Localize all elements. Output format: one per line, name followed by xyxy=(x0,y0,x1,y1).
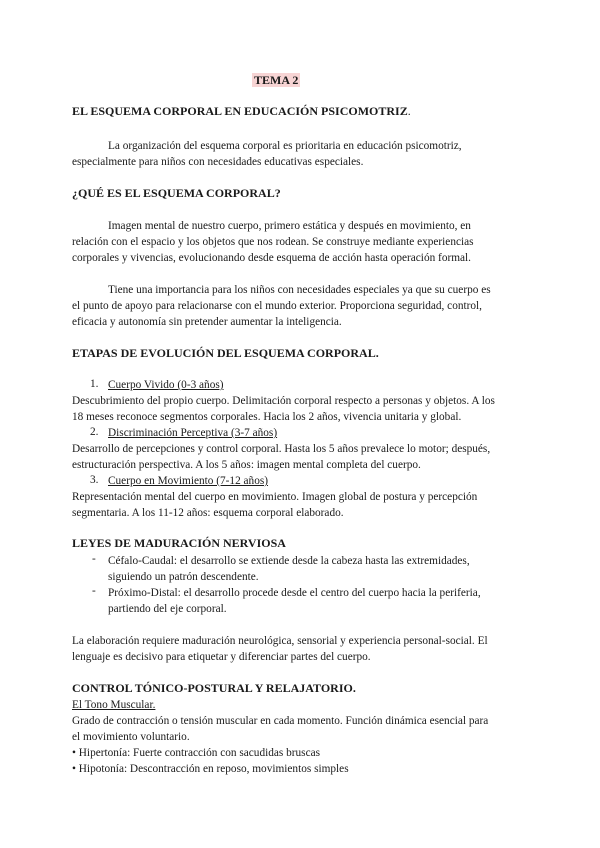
stage-text: Descubrimiento del propio cuerpo. Delimitación corporal respecto a personas y objetos. A los xyxy=(72,395,495,407)
elaboration-line: La elaboración requiere maduración neurológica, sensorial y experiencia personal-social. El xyxy=(72,635,488,647)
stage-text: estructuración perspectiva. A los 5 años: imagen mental completa del cuerpo. xyxy=(72,459,421,471)
question-heading: ¿QUÉ ES EL ESQUEMA CORPORAL? xyxy=(72,186,281,200)
elaboration-line: lenguaje es decisivo para etiquetar y diferenciar partes del cuerpo. xyxy=(72,651,371,663)
tono-subheading: El Tono Muscular. xyxy=(72,699,156,711)
main-heading: EL ESQUEMA CORPORAL EN EDUCACIÓN PSICOMOTRIZ. xyxy=(72,104,411,118)
law-text: siguiendo un patrón descendente. xyxy=(108,571,259,583)
stage-number: 1. xyxy=(90,378,99,390)
stages-heading: ETAPAS DE EVOLUCIÓN DEL ESQUEMA CORPORAL. xyxy=(72,346,379,360)
stage-number: 3. xyxy=(90,474,99,486)
stage-label: Cuerpo Vivido (0-3 años) xyxy=(108,379,224,391)
stage-text: Desarrollo de percepciones y control corporal. Hasta los 5 años prevalece lo motor; después, xyxy=(72,443,491,455)
tono-bullet: • Hipotonía: Descontracción en reposo, movimientos simples xyxy=(72,763,349,775)
tono-bullet: • Hipertonía: Fuerte contracción con sacudidas bruscas xyxy=(72,747,321,759)
definition-line: relación con el espacio y los objetos que nos rodean. Se construye mediante experiencias xyxy=(72,236,474,248)
stage-text: Representación mental del cuerpo en movimiento. Imagen global de postura y percepción xyxy=(72,491,478,503)
importance-line: eficacia y autonomía sin pretender aumentar la inteligencia. xyxy=(72,316,342,328)
importance-line: el punto de apoyo para relacionarse con el mundo exterior. Proporciona seguridad, control, xyxy=(72,300,483,312)
stage-label: Discriminación Perceptiva (3-7 años) xyxy=(108,427,278,439)
stage-text: segmentaria. A los 11-12 años: esquema corporal elaborado. xyxy=(72,507,344,519)
stage-number: 2. xyxy=(90,426,99,438)
page-title: TEMA 2 xyxy=(254,73,299,87)
title-highlight xyxy=(252,71,300,89)
importance-line: Tiene una importancia para los niños con necesidades especiales ya que su cuerpo es xyxy=(108,284,491,296)
laws-heading: LEYES DE MADURACIÓN NERVIOSA xyxy=(72,536,286,550)
law-bullet: - xyxy=(92,553,96,565)
intro-line: La organización del esquema corporal es prioritaria en educación psicomotriz, xyxy=(108,140,462,152)
control-heading: CONTROL TÓNICO-POSTURAL Y RELAJATORIO. xyxy=(72,681,356,695)
law-text: Próximo-Distal: el desarrollo procede desde el centro del cuerpo hacia la periferia, xyxy=(108,587,481,599)
definition-line: Imagen mental de nuestro cuerpo, primero estática y después en movimiento, en xyxy=(108,220,471,232)
intro-line: especialmente para niños con necesidades educativas especiales. xyxy=(72,156,364,168)
stage-label: Cuerpo en Movimiento (7-12 años) xyxy=(108,475,269,487)
definition-line: corporales y vivencias, evolucionando desde esquema de acción hasta operación formal. xyxy=(72,252,471,264)
law-text: partiendo del eje corporal. xyxy=(108,603,227,615)
stage-text: 18 meses reconoce segmentos corporales. Hacia los 2 años, vivencia unitaria y global. xyxy=(72,411,462,423)
tono-line: Grado de contracción o tensión muscular en cada momento. Función dinámica esencial para xyxy=(72,715,489,727)
law-text: Céfalo-Caudal: el desarrollo se extiende desde la cabeza hasta las extremidades, xyxy=(108,555,470,567)
law-bullet: - xyxy=(92,585,96,597)
tono-line: el movimiento voluntario. xyxy=(72,731,190,743)
